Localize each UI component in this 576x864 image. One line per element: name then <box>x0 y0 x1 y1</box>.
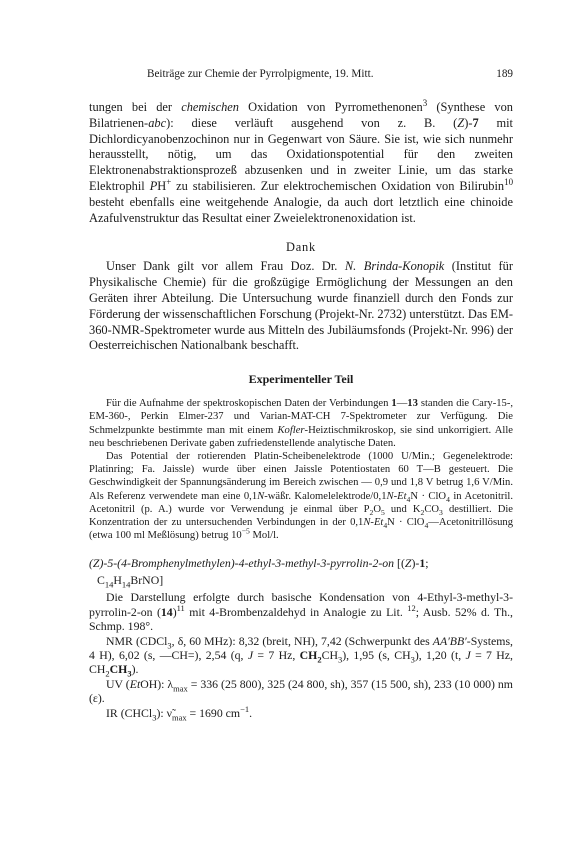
preparation-paragraph: Die Darstellung erfolgte durch basische Kondensation von 4-Ethyl-3-methyl-3-pyrrolin-2-on $(14)^{11}$ mit 4-Brombenzaldehyd in Analogie zu Lit. $^{12}$; Ausb. 52% d. Th., Schmp. 198°. <box>89 590 513 634</box>
compound-heading: (Z)-5-(4-Bromphenylmethylen)-4-ethyl-3-methyl-3-pyrrolin-2-on [(Z)-1; <box>89 556 429 571</box>
electrochemistry-paragraph: Das Potential der rotierenden Platin-Scheibenelektrode (1000 U/Min.; Gegenelektrode: Platinring; Fa. Jaissle) wurde über einen Jaissle Potentiostaten 60 T—B gesteuert. Die Geschwindigkeit der Spannungsänderung im Bereich zwischen — 0,9 und 1,8 V betrug 1,6 V/Min. Als Referenz verwendete man eine 0,1N-wäßr. Kalomelelektrode/$0,1N-Et_4N \cdot ClO_4$ in Acetonitril. Acetonitril (p. A.) wurde vor Verwendung je einmal über $P_2O_5$ und $K_2CO_3$ destilliert. Die Konzentration der zu untersuchenden Verbindungen in der $0,1N-Et_4N$ · ClO$_4$—Acetonitrillösung (etwa 100 ml Meßlösung) betrug $10^{-5}$ Mol/l. <box>89 450 513 542</box>
experimental-heading: Experimenteller Teil <box>248 372 354 387</box>
journal-page <box>89 68 513 720</box>
compound-formula: $C_{14}H_{14}BrNO$] <box>97 573 164 590</box>
running-header <box>89 68 513 86</box>
running-title: Beiträge zur Chemie der Pyrrolpigmente, 19. Mitt. <box>147 68 374 80</box>
acknowledgement-heading: Dank <box>285 240 317 255</box>
instruments-paragraph: Für die Aufnahme der spektroskopischen Daten der Verbindungen 1—13 standen die Cary-15-, EM-360-, Perkin Elmer-237 und Varian-MAT-CH 7-Spektrometer zur Verfügung. Die Schmelzpunkte bestimmte man mit einem Kofler-Heiztischmikroskop, sie sind unkorrigiert. Alle neu beschriebenen Derivate gaben zufriedenstellende analytische Daten. <box>89 398 513 449</box>
acknowledgement-paragraph: Unser Dank gilt vor allem Frau Doz. Dr. N. Brinda-Konopik (Institut für Physikalische Chemie) für die großzügige Ermöglichung der Messungen an den Geräten ihrer Abteilung. Die Untersuchung wurde finanziell durch den Fonds zur Förderung der wissenschaftlichen Forschung (Projekt-Nr. 2732) unterstützt. Das EM-360-NMR-Spektrometer wurde aus Mitteln des Jubiläumsfonds (Projekt-Nr. 996) der Oesterreichischen Nationalbank beschafft. <box>89 259 513 353</box>
ir-data: IR (CHCl$_3$): $\nũ_{max} = 1690$ $cm^{-1}$. <box>106 703 253 722</box>
page-number: 189 <box>496 68 513 80</box>
nmr-data: NMR (CDCl$_3$, δ, 60 MHz): 8,32 (breit, NH), 7,42 (Schwerpunkt des AA′BB′-Systems, 4 H), 6,02 (s, —CH=), 2,54 (q, J = 7 Hz, $CH_2CH_3$), 1,95 (s, $CH_3$), 1,20 (t, J = 7 Hz, $CH_2CH_3$). <box>89 633 513 679</box>
uv-data: UV (EtOH): $\lambda_{max} = 336$ (25 800), 325 (24 800, sh), 357 (15 500, sh), 233 (10 000) nm (ε). <box>89 676 513 706</box>
intro-paragraph: tungen bei der chemischen Oxidation von Pyrromethenonen$^3$ (Synthese von Bilatrienen-abc): diese verläuft ausgehend von z. B. (Z)-7 mit Dichlordicyanobenzochinon nur in Gegenwart von Säure. Sie ist, wie sich nunmehr herausstellt, nötig, um das Oxidationspotential für den zweiten Elektronenabstraktionsprozeß abzusenken und in zweiter Linie, um das starke Elektrophil PH+ zu stabilisieren. Zur elektrochemischen Oxidation von Bilirubin$^{10}$ besteht ebenfalls eine weitgehende Analogie, da auch dort letztlich eine chinoide Azafulvenstruktur das Resultat einer Zweielektronenoxidation ist. <box>89 97 514 225</box>
